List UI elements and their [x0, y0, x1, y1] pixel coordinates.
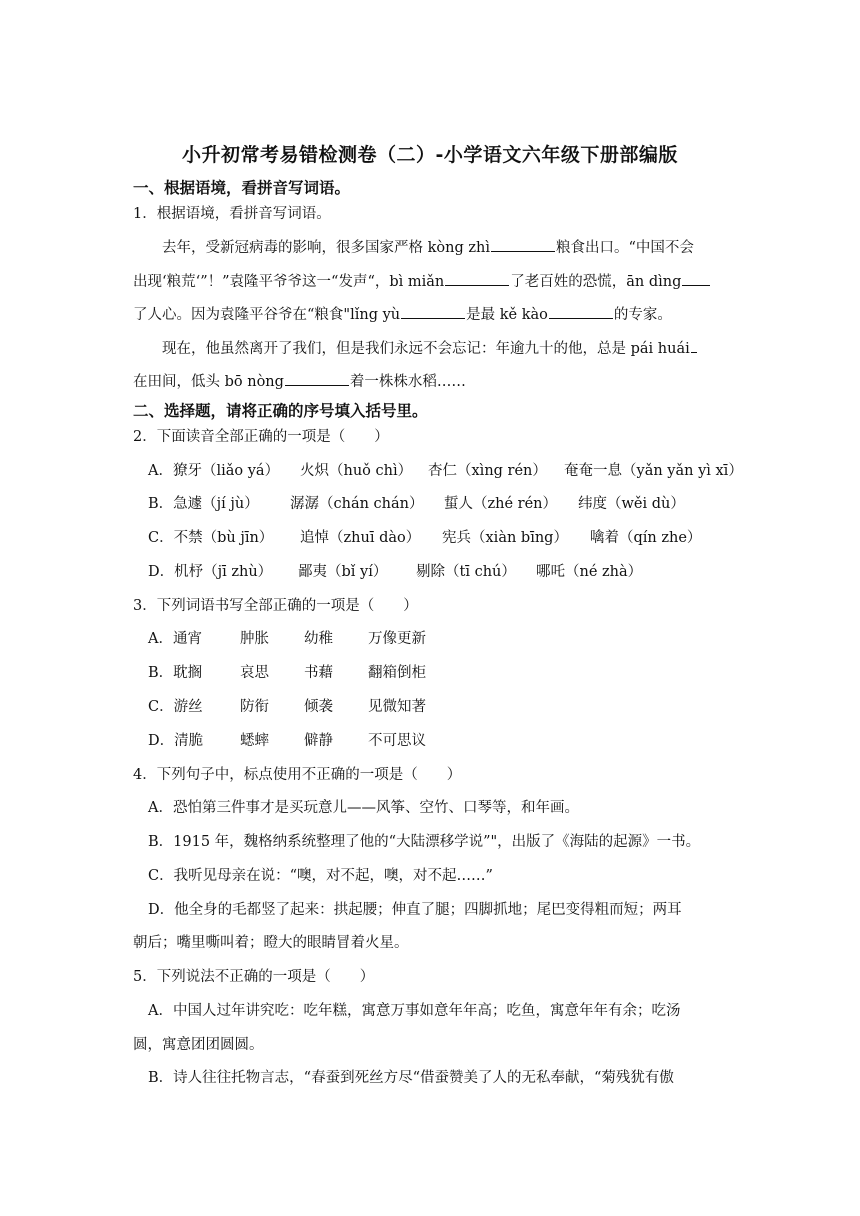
option-item: D．清脆 — [148, 733, 204, 749]
option-item: 哪吒（né zhà） — [536, 564, 643, 580]
section-1-heading: 一、根据语境，看拼音写词语。 — [133, 179, 351, 197]
option-item: A．通宵 — [148, 631, 202, 647]
option-item: 火炽（huǒ chì） — [300, 463, 413, 479]
q1-text: 了人心。因为袁隆平谷爷在“粮食"lǐng yù — [133, 307, 401, 323]
option-item: 见微知著 — [368, 699, 426, 715]
option-item: 噙着（qín zhe） — [590, 530, 702, 546]
q2-option-c[interactable] — [148, 528, 701, 548]
option-item: A．獠牙（liǎo yá） — [148, 463, 280, 479]
q3-option-c[interactable] — [148, 697, 426, 717]
option-item: 翻箱倒柜 — [368, 665, 426, 681]
section-2-heading: 二、选择题，请将正确的序号填入括号里。 — [133, 402, 428, 420]
q3-option-b[interactable] — [148, 663, 426, 683]
q4-stem: 4．下列句子中，标点使用不正确的一项是（ ） — [133, 767, 462, 783]
option-item: 防衔 — [240, 699, 269, 715]
option-item: 蟋蟀 — [240, 733, 269, 749]
q1-p1-line3 — [133, 304, 672, 325]
q5-option-b[interactable]: B．诗人往往托物言志，“春蚕到死丝方尽“借蚕赞美了人的无私奉献，“菊残犹有傲 — [148, 1070, 674, 1086]
q1-text: 是最 kě kào — [466, 307, 548, 323]
q5-option-a[interactable]: A．中国人过年讲究吃：吃年糕，寓意万事如意年年高；吃鱼，寓意年年有余；吃汤 — [148, 1003, 681, 1019]
option-item: 追悼（zhuī dào） — [300, 530, 421, 546]
q2-option-a[interactable] — [148, 461, 743, 481]
option-item: 肿胀 — [240, 631, 269, 647]
option-item: 宪兵（xiàn bīng） — [442, 530, 568, 546]
answer-blank[interactable] — [691, 338, 697, 353]
option-item: 鄙夷（bǐ yí） — [298, 564, 388, 580]
q2-stem: 2．下面读音全部正确的一项是（ ） — [133, 429, 389, 445]
option-item: 杏仁（xìng rén） — [428, 463, 547, 479]
q3-stem: 3．下列词语书写全部正确的一项是（ ） — [133, 598, 418, 614]
q5-option-a-cont: 圆，寓意团团圆圆。 — [133, 1037, 264, 1053]
answer-blank[interactable] — [401, 304, 465, 319]
q1-text: 去年，受新冠病毒的影响，很多国家严格 kòng zhì — [162, 240, 490, 256]
answer-blank[interactable] — [682, 271, 710, 286]
q1-text: 着一株株水稻…… — [349, 374, 466, 390]
q4-option-b[interactable]: B．1915 年，魏格纳系统整理了他的“大陆漂移学说”"，出版了《海陆的起源》一书。 — [148, 834, 701, 850]
q4-option-c[interactable]: C．我听见母亲在说：“噢，对不起，噢，对不起……” — [148, 868, 493, 884]
option-item: 剔除（tī chú） — [416, 564, 516, 580]
q2-option-d[interactable] — [148, 562, 642, 582]
option-item: C．不禁（bù jīn） — [148, 530, 274, 546]
q3-option-d[interactable] — [148, 731, 426, 751]
option-item: 幼稚 — [304, 631, 333, 647]
q2-option-b[interactable] — [148, 494, 685, 514]
option-item: 奄奄一息（yǎn yǎn yì xī） — [564, 463, 743, 479]
option-item: B．耽搁 — [148, 665, 203, 681]
q1-text: 在田间，低头 bō nòng — [133, 374, 284, 390]
option-item: 潺潺（chán chán） — [290, 496, 424, 512]
q1-p2-line1 — [162, 338, 698, 359]
answer-blank[interactable] — [285, 371, 349, 386]
q1-text: 现在，他虽然离开了我们，但是我们永远不会忘记：年逾九十的他，总是 pái huái — [162, 341, 690, 357]
q1-p2-line2 — [133, 371, 466, 392]
q1-text: 的专家。 — [613, 307, 672, 323]
q5-stem: 5．下列说法不正确的一项是（ ） — [133, 969, 375, 985]
option-item: 书藉 — [304, 665, 333, 681]
q1-text: 出现‘粮荒‘”！”袁隆平爷爷这一“发声“，bì miǎn — [133, 274, 445, 290]
answer-blank[interactable] — [491, 237, 555, 252]
option-item: 僻静 — [304, 733, 333, 749]
option-item: 万像更新 — [368, 631, 426, 647]
q4-option-d[interactable]: D．他全身的毛都竖了起来：拱起腰；伸直了腿；四脚抓地；尾巴变得粗而短；两耳 — [148, 902, 682, 918]
option-item: 蜇人（zhé rén） — [444, 496, 558, 512]
option-item: 哀思 — [240, 665, 269, 681]
option-item: B．急遽（jí jù） — [148, 496, 259, 512]
q1-stem: 1．根据语境，看拼音写词语。 — [133, 206, 331, 222]
option-item: 纬度（wěi dù） — [578, 496, 685, 512]
q1-text: 粮食出口。“中国不会 — [555, 240, 694, 256]
answer-blank[interactable] — [549, 304, 613, 319]
option-item: D．机杼（jī zhù） — [148, 564, 273, 580]
q1-text: 了老百姓的恐慌，ān dìng — [510, 274, 682, 290]
option-item: C．游丝 — [148, 699, 203, 715]
option-item: 不可思议 — [368, 733, 426, 749]
q4-option-d-cont: 朝后；嘴里嘶叫着；瞪大的眼睛冒着火星。 — [133, 935, 409, 951]
q3-option-a[interactable] — [148, 629, 426, 649]
q1-p1-line1 — [162, 237, 694, 258]
answer-blank[interactable] — [445, 271, 509, 286]
page-title: 小升初常考易错检测卷（二）-小学语文六年级下册部编版 — [182, 144, 678, 166]
q4-option-a[interactable]: A．恐怕第三件事才是买玩意儿——风筝、空竹、口琴等，和年画。 — [148, 800, 579, 816]
q1-p1-line2 — [133, 271, 711, 292]
option-item: 倾袭 — [304, 699, 333, 715]
